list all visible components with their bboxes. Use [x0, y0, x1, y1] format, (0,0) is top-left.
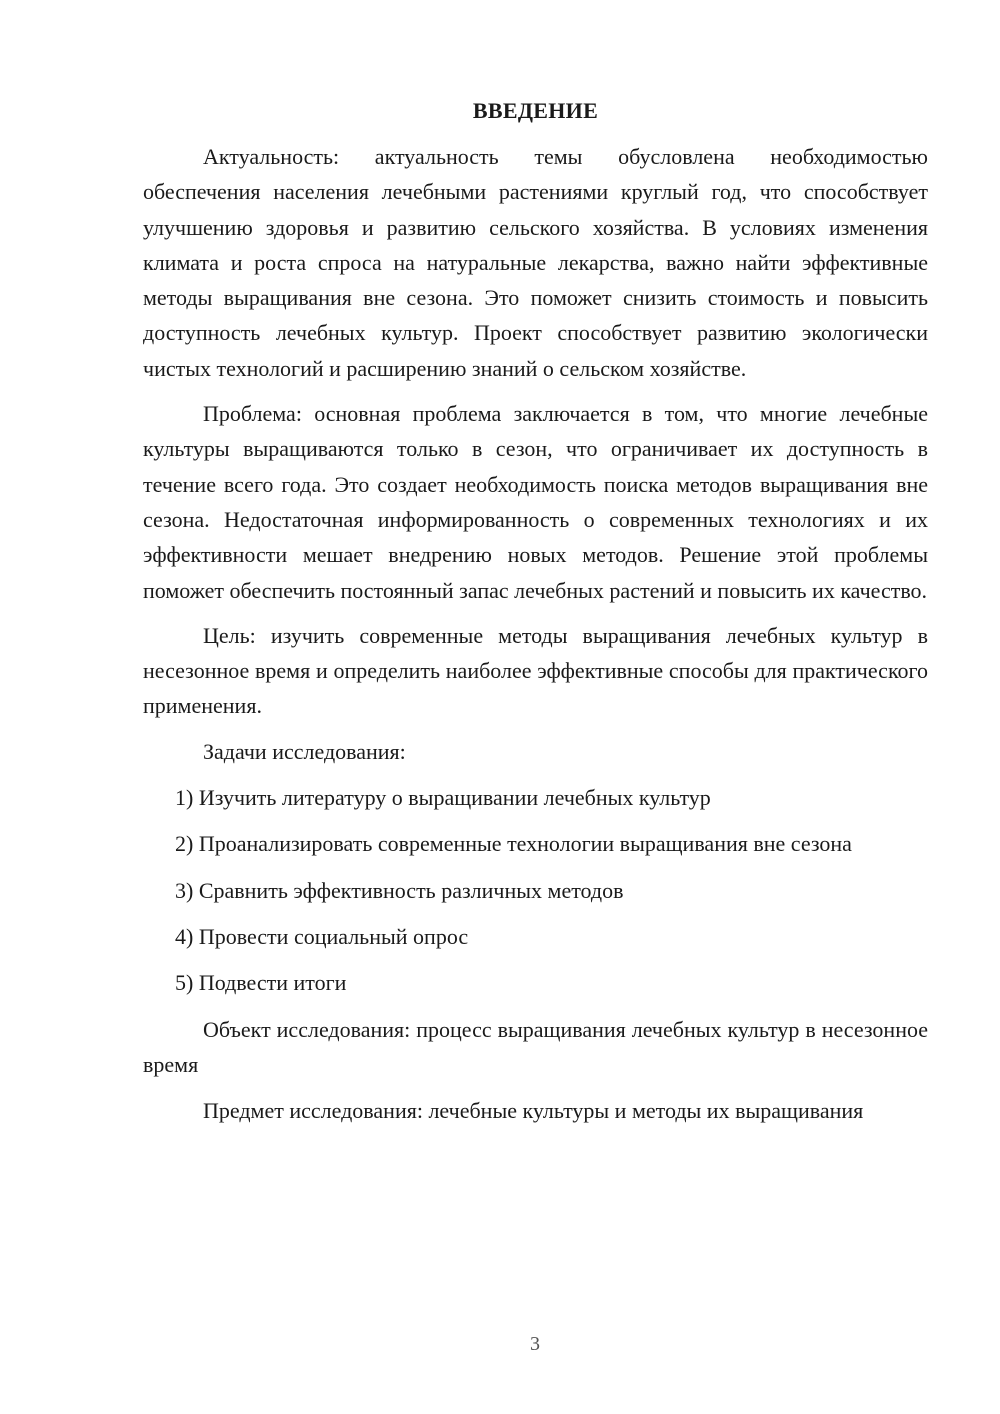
task-item-1: 1) Изучить литературу о выращивании лечебных культур — [175, 785, 711, 811]
paragraph-problem: Проблема: основная проблема заключается в том, что многие лечебные культуры выращиваются только в сезон, что ограничивает их доступность в течение всего года. Это создает необходимость поиска методов выращивания вне сезона. Недостаточная информированность о современных технологиях и их эффективности мешает внедрению новых методов. Решение этой проблемы поможет обеспечить постоянный запас лечебных растений и повысить их качество. — [143, 401, 928, 603]
task-item-5: 5) Подвести итоги — [175, 970, 347, 996]
paragraph-object: Объект исследования: процесс выращивания лечебных культур в несезонное время — [143, 1016, 928, 1077]
paragraph-goal: Цель: изучить современные методы выращивания лечебных культур в несезонное время и определить наиболее эффективные способы для практического применения. — [143, 622, 928, 719]
document-page — [143, 95, 928, 1128]
paragraph-relevance: Актуальность: актуальность темы обусловлена необходимостью обеспечения населения лечебными растениями круглый год, что способствует улучшению здоровья и развитию сельского хозяйства. В условиях изменения климата и роста спроса на натуральные лекарства, важно найти эффективные методы выращивания вне сезона. Это поможет снизить стоимость и повысить доступность лечебных культур. Проект способствует развитию экологически чистых технологий и расширению знаний о сельском хозяйстве. — [143, 144, 928, 381]
page-title: ВВЕДЕНИЕ — [472, 98, 599, 123]
task-item-4: 4) Провести социальный опрос — [175, 923, 469, 949]
tasks-heading: Задачи исследования: — [203, 738, 406, 764]
task-item-2: 2) Проанализировать современные технологии выращивания вне сезона — [175, 831, 852, 857]
page-number: 3 — [530, 1333, 540, 1355]
task-item-3: 3) Сравнить эффективность различных методов — [175, 877, 624, 903]
paragraph-subject: Предмет исследования: лечебные культуры и методы их выращивания — [203, 1098, 864, 1124]
